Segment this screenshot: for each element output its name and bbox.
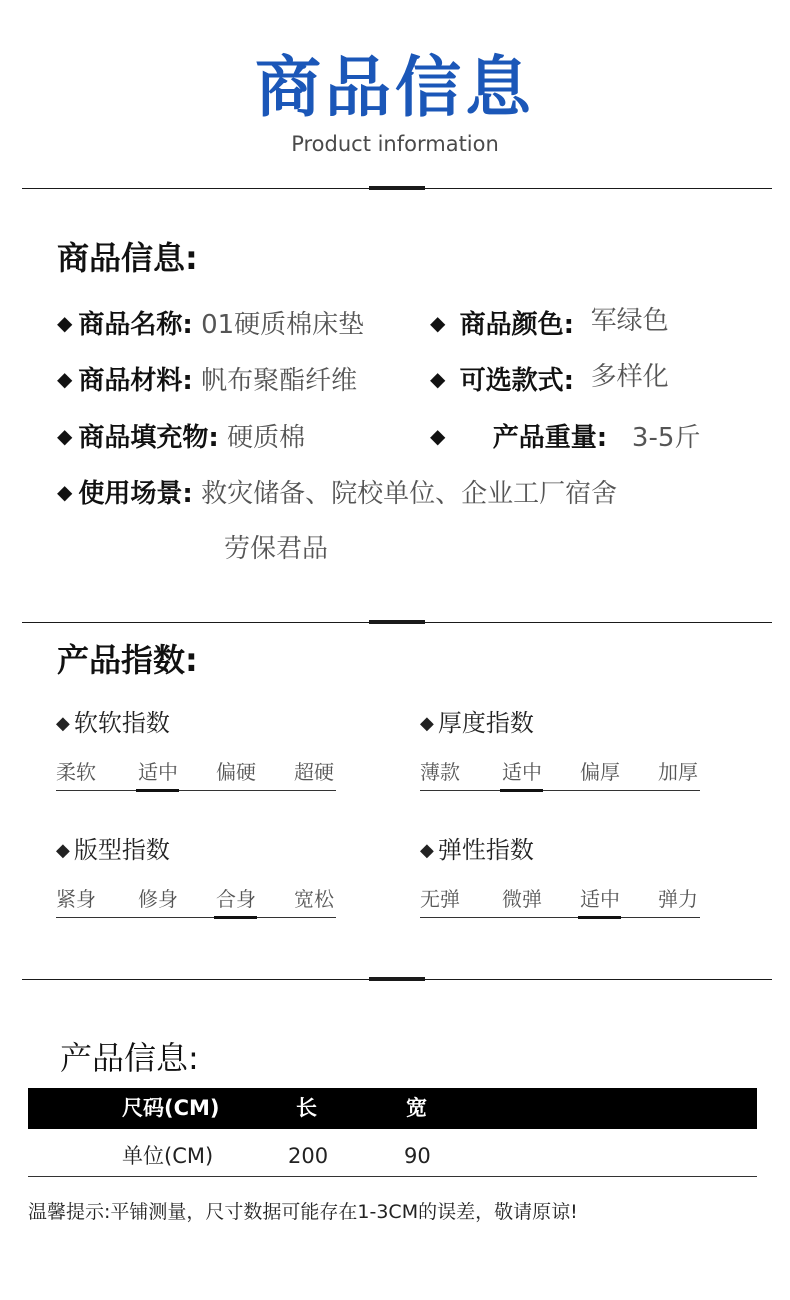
attr-key: 商品材料: [78,366,193,396]
diamond-icon: ◆ [57,367,73,391]
index-softness [56,707,336,784]
attr-style [430,361,669,399]
table-cell: 200 [288,1144,329,1168]
diamond-icon: ◆ [420,840,434,861]
index-option: 修身 [138,887,178,911]
attr-key: 使用场景: [78,479,193,509]
diamond-icon: ◆ [56,713,70,734]
attr-key: 可选款式: [459,366,575,396]
table-cell: 单位(CM) [122,1144,214,1168]
measurement-note: 温馨提示:平铺测量，尺寸数据可能存在1-3CM的误差，敬请原谅! [28,1201,578,1223]
index-option: 偏厚 [580,760,620,784]
table-row [28,1136,757,1177]
index-option: 薄款 [420,760,460,784]
attr-key: 产品重量: [492,423,608,453]
diamond-icon: ◆ [420,713,434,734]
selected-indicator [578,916,621,919]
index-option: 紧身 [56,887,96,911]
index-option: 无弹 [420,887,460,911]
attr-scene-line2 [224,531,328,567]
attr-key: 商品颜色: [459,310,575,340]
size-table-header [28,1088,757,1129]
selected-indicator [136,789,179,792]
table-cell: 90 [404,1144,431,1168]
index-scale [420,757,700,791]
divider-middle [22,622,772,623]
attr-scene [57,474,617,512]
attr-filling [57,418,305,456]
attr-weight [430,418,700,456]
size-table-heading: 产品信息: [60,1039,199,1077]
column-header: 长 [296,1096,317,1120]
diamond-icon: ◆ [430,424,446,448]
index-scale [56,757,336,791]
index-option-selected: 适中 [138,760,178,784]
column-header: 宽 [406,1096,427,1120]
attr-color [430,305,669,343]
attr-value: 01硬质棉床垫 [201,310,365,340]
attr-value: 军绿色 [590,306,669,336]
index-option-selected: 适中 [580,887,620,911]
attr-value: 3-5斤 [631,423,701,453]
diamond-icon: ◆ [56,840,70,861]
index-option: 柔软 [56,760,96,784]
column-header: 尺码(CM) [122,1096,220,1120]
index-thickness [420,707,700,784]
index-option-selected: 适中 [502,760,542,784]
index-title: 软软指数 [73,709,170,737]
attr-name [57,305,364,343]
index-option: 弹力 [658,887,698,911]
attr-value: 硬质棉 [227,423,306,453]
attr-material [57,361,357,399]
divider-bottom [22,979,772,980]
page-title: 商品信息 [255,49,535,126]
attr-value: 帆布聚酯纤维 [201,366,358,396]
index-option: 超硬 [294,760,334,784]
diamond-icon: ◆ [57,424,73,448]
index-title: 弹性指数 [437,836,534,864]
diamond-icon: ◆ [57,480,73,504]
page-subtitle: Product information [291,132,499,156]
attr-value: 救灾储备、院校单位、企业工厂宿舍 [201,479,618,509]
divider-top [22,188,772,189]
index-fit [56,834,336,911]
product-info-heading: 商品信息: [57,239,198,277]
selected-indicator [500,789,543,792]
indices-heading: 产品指数: [57,641,198,679]
index-option-selected: 合身 [216,887,256,911]
attr-key: 商品名称: [78,310,193,340]
index-option: 宽松 [294,887,334,911]
attr-key: 商品填充物: [78,423,219,453]
attr-value: 劳保君品 [224,534,329,564]
diamond-icon: ◆ [57,311,73,335]
diamond-icon: ◆ [430,311,446,335]
attr-value: 多样化 [590,362,669,392]
diamond-icon: ◆ [430,367,446,391]
index-scale [56,884,336,918]
selected-indicator [214,916,257,919]
index-scale [420,884,700,918]
index-title: 厚度指数 [437,709,534,737]
index-option: 加厚 [658,760,698,784]
index-option: 偏硬 [216,760,256,784]
index-option: 微弹 [502,887,542,911]
index-title: 版型指数 [73,836,170,864]
index-elasticity [420,834,700,911]
